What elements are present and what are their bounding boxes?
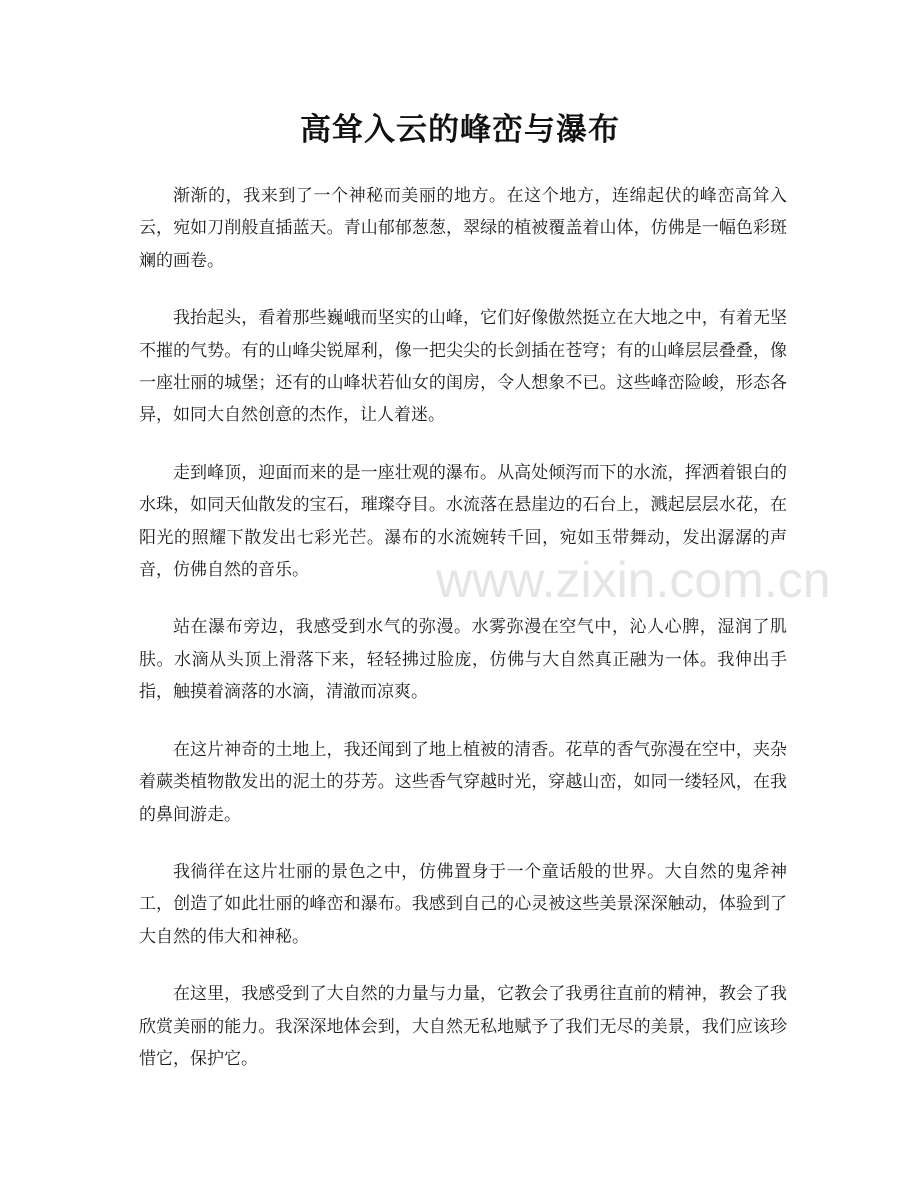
paragraph-4: 站在瀑布旁边，我感受到水气的弥漫。水雾弥漫在空气中，沁人心脾，湿润了肌肤。水滴从头顶上滑落下来，轻轻拂过脸庞，仿佛与大自然真正融为一体。我伸出手指，触摸着滴落的水滴，清澈而凉爽。	[139, 617, 787, 703]
paragraph-2: 我抬起头，看着那些巍峨而坚实的山峰，它们好像傲然挺立在大地之中，有着无坚不摧的气势。有的山峰尖锐犀利，像一把尖尖的长剑插在苍穹；有的山峰层层叠叠，像一座壮丽的城堡；还有的山峰状若仙女的闺房，令人想象不已。这些峰峦险峻，形态各异，如同大自然创意的杰作，让人着迷。	[139, 308, 787, 426]
paragraph-3: 走到峰顶，迎面而来的是一座壮观的瀑布。从高处倾泻而下的水流，挥洒着银白的水珠，如同天仙散发的宝石，璀璨夺目。水流落在悬崖边的石台上，溅起层层水花，在阳光的照耀下散发出七彩光芒。瀑布的水流婉转千回，宛如玉带舞动，发出潺潺的声音，仿佛自然的音乐。	[139, 462, 787, 581]
paragraph-1: 渐渐的，我来到了一个神秘而美丽的地方。在这个地方，连绵起伏的峰峦高耸入云，宛如刀削般直插蓝天。青山郁郁葱葱，翠绿的植被覆盖着山体，仿佛是一幅色彩斑斓的画卷。	[139, 186, 787, 271]
document-body	[139, 180, 831, 1100]
document-title: 高耸入云的峰峦与瀑布	[300, 112, 620, 148]
paragraph-7: 在这里，我感受到了大自然的力量与力量，它教会了我勇往直前的精神，教会了我欣赏美丽的能力。我深深地体会到，大自然无私地赋予了我们无尽的美景，我们应该珍惜它，保护它。	[139, 984, 787, 1069]
paragraph-6: 我徜徉在这片壮丽的景色之中，仿佛置身于一个童话般的世界。大自然的鬼斧神工，创造了如此壮丽的峰峦和瀑布。我感到自己的心灵被这些美景深深触动，体验到了大自然的伟大和神秘。	[139, 861, 787, 947]
paragraph-5: 在这片神奇的土地上，我还闻到了地上植被的清香。花草的香气弥漫在空中，夹杂着蕨类植物散发出的泥土的芬芳。这些香气穿越时光，穿越山峦，如同一缕轻风，在我的鼻间游走。	[139, 739, 787, 825]
watermark-text: www.zixin.com.cn	[436, 552, 831, 608]
